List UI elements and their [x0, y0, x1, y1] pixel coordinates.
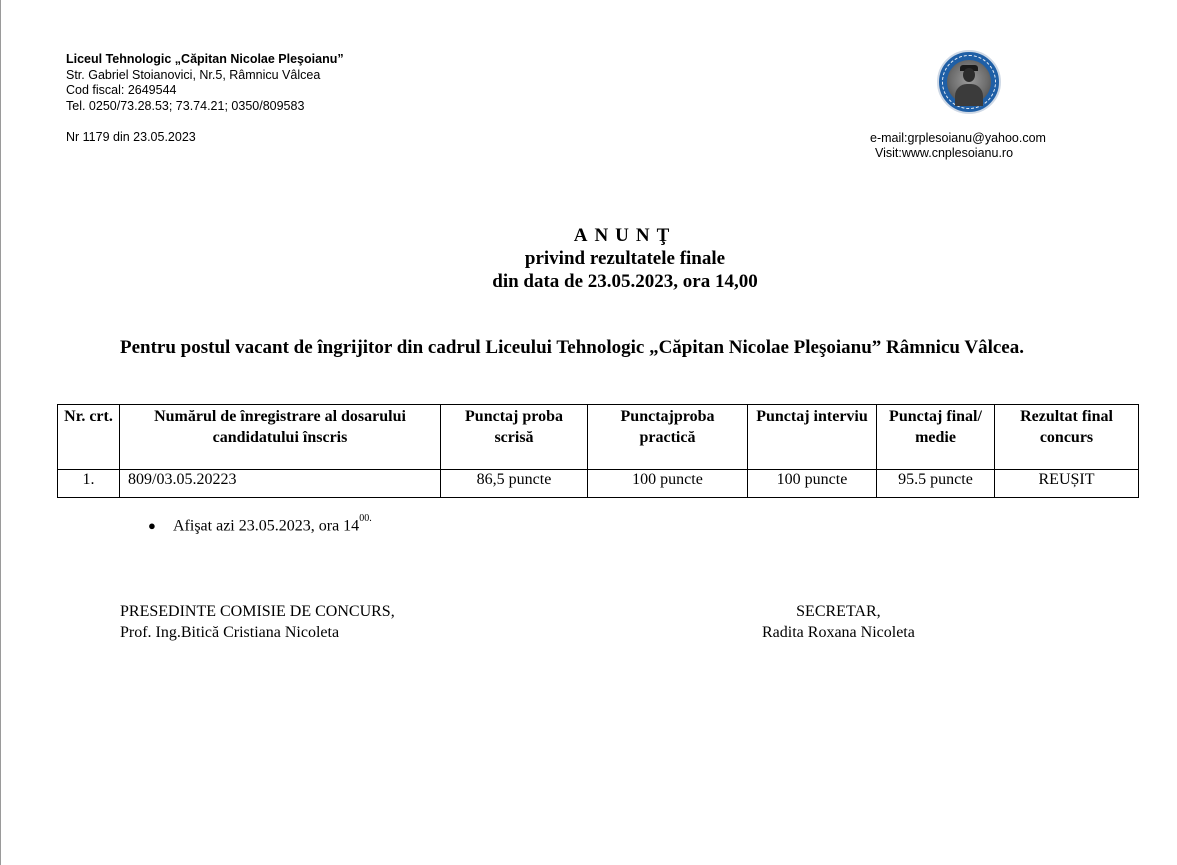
header-final-result: Rezultat final concurs — [995, 405, 1139, 470]
table-row — [58, 470, 1139, 498]
email-address: e-mail:grplesoianu@yahoo.com — [870, 131, 1046, 145]
header-final-score: Punctaj final/ medie — [877, 405, 995, 470]
posting-note — [148, 513, 372, 535]
phone-numbers: Tel. 0250/73.28.53; 73.74.21; 0350/809583 — [66, 98, 305, 113]
institution-address: Str. Gabriel Stoianovici, Nr.5, Râmnicu Vâlcea — [66, 67, 321, 82]
title-heading: ANUNŢ — [573, 225, 677, 246]
president-role: PRESEDINTE COMISIE DE CONCURS, — [120, 603, 395, 620]
secretary-role: SECRETAR, — [796, 603, 881, 620]
bullet-icon: ● — [148, 518, 156, 534]
cell-registration: 809/03.05.20223 — [120, 470, 441, 498]
header-registration: Numărul de înregistrare al dosarului candidatului înscris — [120, 405, 441, 470]
posting-note-time-superscript: 00. — [359, 513, 372, 524]
results-table — [57, 404, 1139, 498]
cell-nr: 1. — [58, 470, 120, 498]
header-practical-score: Punctajproba practică — [588, 405, 748, 470]
president-signature-block — [120, 601, 395, 643]
title-subheading: privind rezultatele finale — [524, 248, 726, 269]
position-subject: Pentru postul vacant de îngrijitor din cadrul Liceului Tehnologic „Căpitan Nicolae Pleşoianu” Râmnicu Vâlcea. — [120, 337, 1024, 358]
secretary-signature-block — [762, 601, 915, 643]
cell-interview-score: 100 puncte — [748, 470, 877, 498]
institution-name: Liceul Tehnologic „Căpitan Nicolae Pleşoianu” — [66, 52, 344, 66]
announcement-title — [0, 224, 1177, 293]
title-date: din data de 23.05.2023, ora 14,00 — [492, 271, 758, 292]
cell-practical-score: 100 puncte — [588, 470, 748, 498]
cell-written-score: 86,5 puncte — [441, 470, 588, 498]
cell-final-result: REUȘIT — [995, 470, 1139, 498]
posting-note-text: Afişat azi 23.05.2023, ora 14 — [173, 517, 360, 535]
secretary-name: Radita Roxana Nicoleta — [762, 624, 915, 641]
page-left-border — [0, 0, 1, 865]
website-address: Visit:www.cnplesoianu.ro — [875, 146, 1014, 160]
document-number: Nr 1179 din 23.05.2023 — [66, 130, 196, 144]
header-written-score: Punctaj proba scrisă — [441, 405, 588, 470]
school-logo — [937, 50, 1001, 114]
header-nr: Nr. crt. — [58, 405, 120, 470]
contact-info — [870, 131, 1046, 161]
table-header-row — [58, 405, 1139, 470]
cell-final-score: 95.5 puncte — [877, 470, 995, 498]
president-name: Prof. Ing.Bitică Cristiana Nicoleta — [120, 624, 340, 641]
institution-header — [66, 52, 344, 114]
fiscal-code: Cod fiscal: 2649544 — [66, 83, 177, 97]
header-interview-score: Punctaj interviu — [748, 405, 877, 470]
